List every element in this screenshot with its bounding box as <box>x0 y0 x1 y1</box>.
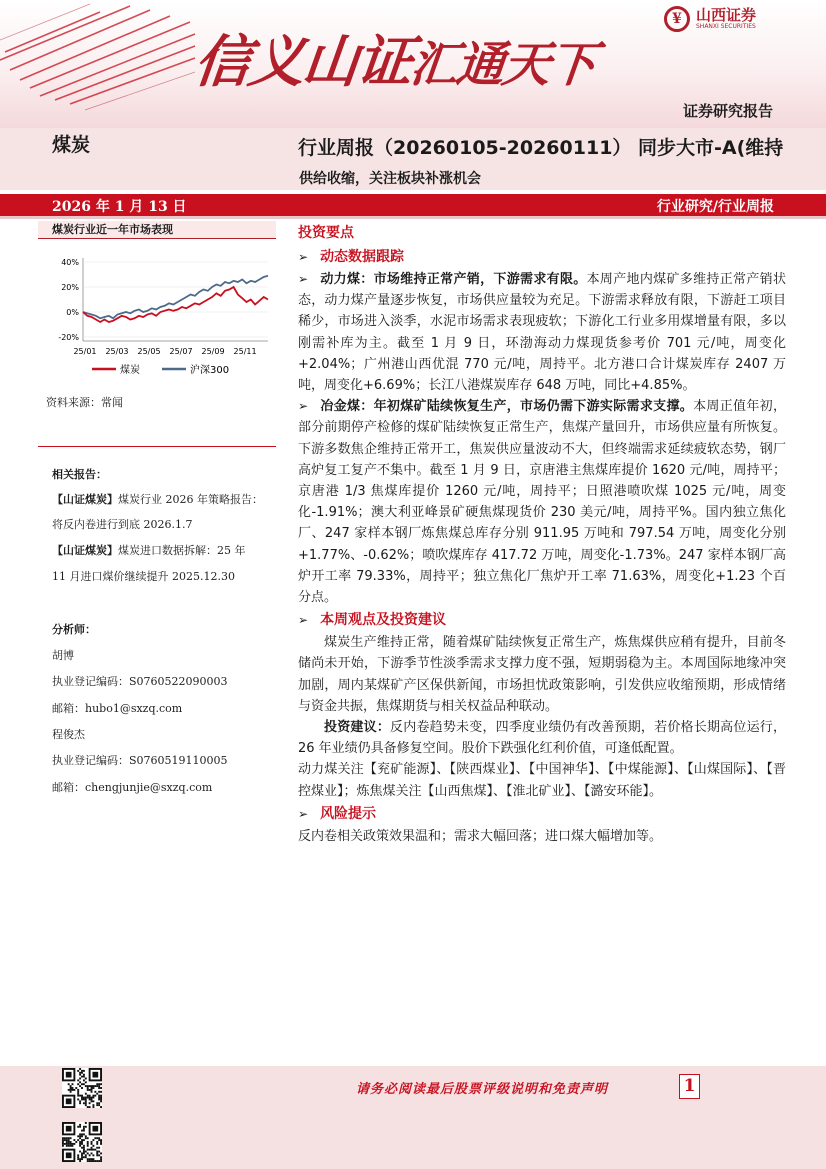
paragraph-stock-picks: 动力煤关注【兖矿能源】、【陕西煤业】、【中国神华】、【中煤能源】、【山煤国际】、【晋控煤业】；炼焦煤关注【山西焦煤】、【淮北矿业】、【潞安环能】。 <box>298 762 786 799</box>
sector-name: 煤炭 <box>52 134 91 156</box>
logo-mark-icon: ¥ <box>664 6 690 32</box>
analyst-license: 执业登记编码：S0760522090003 <box>52 675 228 688</box>
page-number: 1 <box>679 1074 700 1099</box>
qr-code-icon <box>62 1122 102 1162</box>
analyst-name: 程俊杰 <box>52 728 85 741</box>
section-title-risk: ➢ 风险提示 <box>298 805 377 822</box>
report-type-label: 证券研究报告 <box>682 102 773 120</box>
related-report-link[interactable]: 【山证煤炭】煤炭行业 2026 年策略报告： <box>52 493 263 506</box>
y-tick-label: 0% <box>66 308 79 317</box>
related-reports-heading: 相关报告： <box>52 468 107 481</box>
paragraph-weekly-view: 煤炭生产维持正常，随着煤矿陆续恢复正常生产，炼焦煤供应稍有提升，目前冬储尚未开始，下游季节性淡季需求支撑力度不强，短期弱稳为主。本周国际地缘冲突加剧，周内某煤矿产区保供新闻，市场担忧政策影响，引发供应收缩预期，形成情绪与资金共振，焦煤期货与相关权益品种联动。 <box>298 635 786 714</box>
paragraph-risk: 反内卷相关政策效果温和；需求大幅回落；进口煤大幅增加等。 <box>298 828 663 844</box>
slogan: 信义山证汇通天下 <box>191 29 598 95</box>
arrow-bullet-icon: ➢ <box>298 399 309 414</box>
legend <box>92 363 229 376</box>
y-tick-label: 40% <box>61 258 79 267</box>
analyst-email[interactable]: 邮箱：hubo1@sxzq.com <box>52 702 183 715</box>
performance-chart <box>38 248 276 380</box>
paragraph-coking-coal: ➢ 冶金煤：年初煤矿陆续恢复生产，市场仍需下游实际需求支撑。本周正值年初，部分前期停产检修的煤矿陆续恢复正常生产，焦煤产量回升，市场供应量有所恢复。下游多数焦企维持正常开工，焦炭供应量波动不大，但终端需求延续疲软态势，钢厂高炉复工复产不集中。截至 1 月 9 日，京唐港主焦煤库提价 1620 元/吨，周持平；京唐港 1/3 焦煤库提价 1260 元/吨，周持平；日照港喷吹煤 1025 元/吨，周变化-1.91%；澳大利亚峰景矿硬焦煤现货价 230 美元/吨，周持平%。国内独立焦化厂、247 家样本钢厂炼焦煤总库存分别 911.95 万吨和 797.54 万吨，周变化分别+1.77%、-0.62%；喷吹煤库存 417.72 万吨，周变化-1.73%。247 家样本钢厂高炉开工率 79.33%，周持平；独立焦化厂焦炉开工率 71.63%，周变化+1.23 个百分点。 <box>298 399 786 606</box>
x-tick-label: 25/07 <box>169 347 193 356</box>
sidebar-divider <box>38 446 276 447</box>
related-report-date: 将反内卷进行到底 2026.1.7 <box>52 518 193 531</box>
x-tick-label: 25/03 <box>105 347 129 356</box>
analysts-heading: 分析师： <box>52 623 96 636</box>
main-content <box>298 221 786 847</box>
decorative-streaks <box>0 0 200 128</box>
chart-source: 资料来源：常闻 <box>46 396 123 409</box>
analyst-name: 胡博 <box>52 649 74 662</box>
report-subtitle: 供给收缩，关注板块补涨机会 <box>299 171 481 187</box>
legend-label-hs300: 沪深300 <box>190 365 230 376</box>
x-tick-label: 25/01 <box>73 347 97 356</box>
analyst-license: 执业登记编码：S0760519110005 <box>52 754 228 767</box>
legend-label-coal: 煤炭 <box>120 365 140 376</box>
report-title: 行业周报（20260105-20260111） 同步大市-A(维持 <box>298 137 784 159</box>
y-tick-label: 20% <box>61 283 79 292</box>
section-title-views: ➢ 本周观点及投资建议 <box>298 612 447 629</box>
disclaimer-text: 请务必阅读最后股票评级说明和免责声明 <box>356 1082 609 1097</box>
chart-title: 煤炭行业近一年市场表现 <box>52 223 173 236</box>
company-logo: ¥ 山西证券 SHANXI SECURITIES <box>664 6 756 32</box>
paragraph-investment-advice: 投资建议：反内卷趋势未变，四季度业绩仍有改善预期，若价格长期高位运行，26 年业绩仍具备修复空间。股价下跌强化红利价值，可逢低配置。 <box>298 720 786 757</box>
x-tick-label: 25/11 <box>233 347 257 356</box>
date-bar-underline <box>0 216 826 219</box>
report-date: 2026 年 1 月 13 日 <box>52 199 187 215</box>
related-report-date: 11 月进口煤价继续提升 2025.12.30 <box>52 570 235 583</box>
arrow-bullet-icon: ➢ <box>298 250 309 264</box>
header-banner <box>0 0 826 128</box>
qr-code-icon <box>62 1068 102 1108</box>
analyst-email[interactable]: 邮箱：chengjunjie@sxzq.com <box>52 781 213 794</box>
report-category: 行业研究/行业周报 <box>656 199 774 215</box>
arrow-bullet-icon: ➢ <box>298 806 309 821</box>
related-report-link[interactable]: 【山证煤炭】煤炭进口数据拆解：25 年 <box>52 544 246 557</box>
section-title-data-tracking: ➢ 动态数据跟踪 <box>298 249 405 265</box>
y-tick-label: -20% <box>58 333 79 342</box>
x-tick-label: 25/05 <box>137 347 161 356</box>
arrow-bullet-icon: ➢ <box>298 613 309 628</box>
paragraph-thermal-coal: ➢ 动力煤：市场维持正常产销，下游需求有限。本周产地内煤矿多维持正常产销状态，动力煤产量逐步恢复，市场供应量较为充足。下游需求释放有限，下游赶工项目稀少，市场进入淡季，水泥市场需求表现疲软；下游化工行业多用煤增量有限，多以刚需补库为主。截至 1 月 9 日，环渤海动力煤现货参考价 701 元/吨，周变化+2.04%；广州港山西优混 770 元/吨，周持平。北方港口合计煤炭库存 2407 万吨，周变化+6.69%；长江八港煤炭库存 648 万吨，同比+4.85%。 <box>298 272 786 394</box>
section-title-key-points: 投资要点 <box>298 225 354 241</box>
arrow-bullet-icon: ➢ <box>298 272 309 286</box>
x-tick-label: 25/09 <box>201 347 225 356</box>
